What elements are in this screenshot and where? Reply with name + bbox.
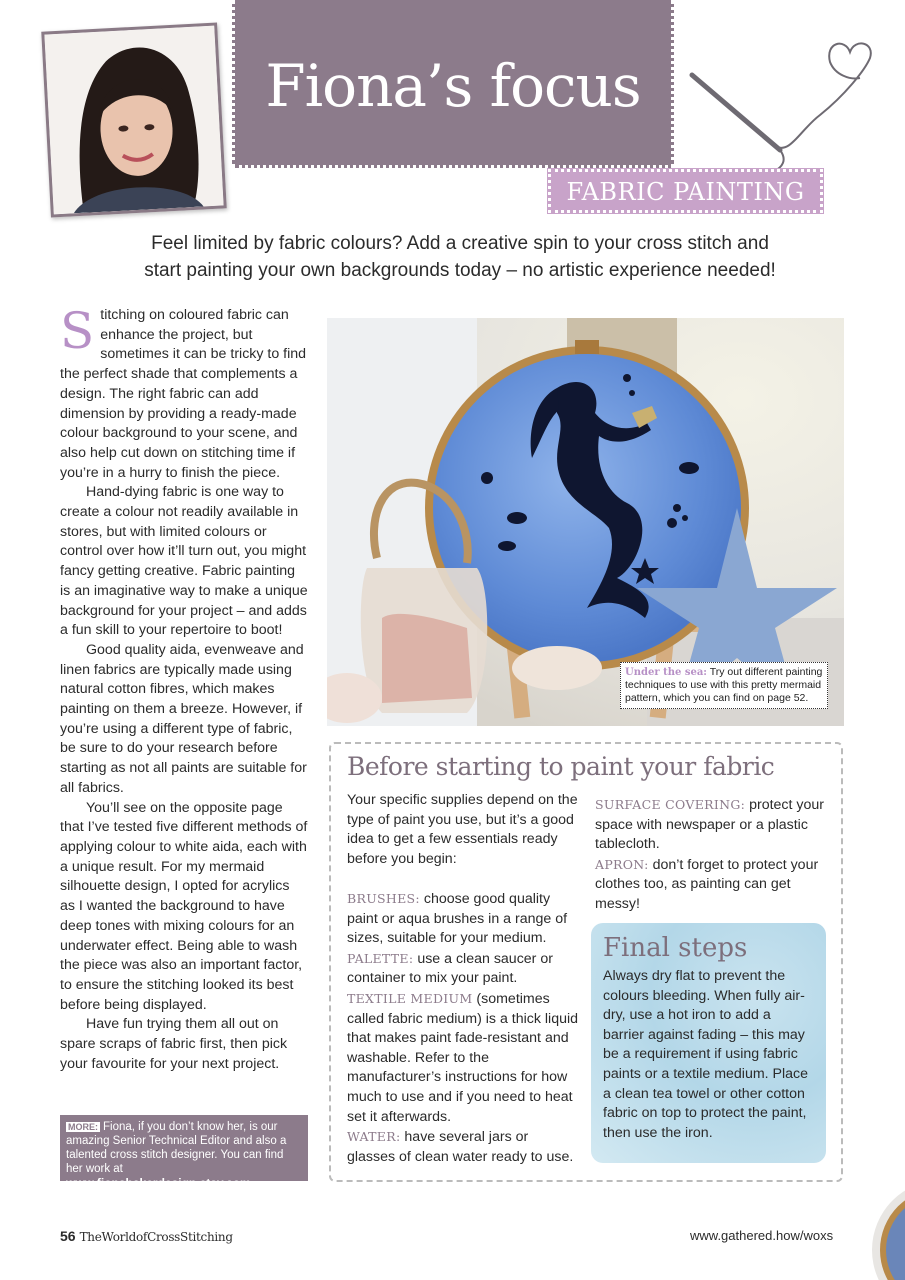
caption-text: Try out different painting techniques to use with this pretty mermaid pattern, which you can find on page 52. xyxy=(625,666,823,704)
more-text: Fiona, if you don’t know her, is our amazing Senior Technical Editor and also a talented cross stitch designer. You can find her work at xyxy=(66,1121,287,1175)
brushes-label: BRUSHES: xyxy=(347,890,420,906)
paragraph-4: You’ll see on the opposite page that I’ve tested five different methods of applying colour to white aida, each with a unique result. For my mermaid silhouette design, I opted for acrylics as I wanted the background to have deep tones with mixing colours for an underwater effect. Being able to wash the piece was also an important factor, to ensure the stitching looked its best before being displayed. xyxy=(60,799,308,1013)
paragraph-3: Good quality aida, evenweave and linen fabrics are typically made using natural cotton fibres, which makes painting on them a breeze. However, if you’re using a different type of fabric, be sure to do your research before starting as not all paints are suitable for all fabrics. xyxy=(60,641,307,796)
palette-item xyxy=(347,949,579,989)
water-label: WATER: xyxy=(347,1129,401,1145)
footer-url[interactable]: www.gathered.how/woxs xyxy=(690,1228,834,1243)
subtitle-tag xyxy=(548,169,823,213)
author-photo xyxy=(41,23,226,218)
apron-item xyxy=(595,855,827,915)
hoop-corner-decoration xyxy=(862,1080,905,1280)
paragraph-1-text: titching on coloured fabric can enhance the project, but sometimes it can be tricky to find the perfect shade that complements a design. The right fabric can add dimension by providing a ready-made colour background to your scene, and also help cut down on stitching time if you’re in a hurry to finish the piece. xyxy=(60,307,307,481)
standfirst-line2: start painting your own backgrounds today – no artistic experience needed! xyxy=(144,260,776,281)
apron-label: APRON: xyxy=(595,856,649,872)
textile-label: TEXTILE MEDIUM xyxy=(347,990,473,1006)
textile-item xyxy=(347,989,579,1127)
surface-text: protect your space with newspaper or a plastic tablecloth. xyxy=(595,797,824,853)
standfirst xyxy=(100,230,820,284)
paragraph-2: Hand-dying fabric is one way to create a colour not readily available in stores, but with limited colours or control over how it’ll turn out, you might fancy getting creative. Fabric painting is an imaginative way to make a unique background for your project – and adds a fun skill to your repertoire to boot! xyxy=(60,484,308,639)
apron-text: don’t forget to protect your clothes too, as painting can get messy! xyxy=(595,856,819,912)
supplies-column-2 xyxy=(595,795,827,915)
page-title: Fiona’s focus xyxy=(265,52,641,120)
supplies-column-1 xyxy=(347,791,579,1167)
supplies-title: Before starting to paint your fabric xyxy=(347,752,775,781)
subtitle-label: FABRIC PAINTING xyxy=(566,178,805,206)
supplies-intro: Your specific supplies depend on the type of paint you use, but it’s a good idea to get a few essentials ready before you begin: xyxy=(347,792,578,867)
brushes-item xyxy=(347,889,579,949)
surface-item xyxy=(595,795,827,855)
brushes-text: choose good quality paint or aqua brushes in a range of sizes, suitable for your medium. xyxy=(347,890,568,947)
more-link[interactable]: www.fionabakerdesign.etsy.com xyxy=(66,1176,251,1190)
title-banner xyxy=(232,0,674,168)
more-info-box xyxy=(60,1115,308,1190)
water-item xyxy=(347,1127,579,1167)
magazine-name: TheWorldofCrossStitching xyxy=(79,1230,233,1244)
photo-caption xyxy=(620,662,828,709)
surface-label: SURFACE COVERING: xyxy=(595,797,746,812)
water-text: have several jars or glasses of clean water ready to use. xyxy=(347,1129,574,1165)
textile-text: (sometimes called fabric medium) is a thick liquid that makes paint fade-resistant and washable. Refer to the manufacturer’s instructions for how much to use and if you need to heat set it afterwards. xyxy=(347,990,579,1125)
page-number: 56 xyxy=(60,1228,76,1244)
paragraph-1 xyxy=(60,302,308,483)
final-steps-title: Final steps xyxy=(603,933,748,963)
spacer xyxy=(347,869,579,889)
drop-cap: S xyxy=(60,302,95,360)
palette-text: use a clean saucer or container to mix your paint. xyxy=(347,950,553,987)
caption-label: Under the sea: xyxy=(625,667,707,678)
palette-label: PALETTE: xyxy=(347,950,414,966)
article-body xyxy=(60,302,308,1074)
standfirst-line1: Feel limited by fabric colours? Add a creative spin to your cross stitch and xyxy=(151,233,769,254)
more-tag: MORE: xyxy=(68,1122,98,1132)
paragraph-5: Have fun trying them all out on spare scraps of fabric first, then pick your favourite for your next project. xyxy=(60,1016,288,1072)
footer-left xyxy=(60,1228,233,1244)
final-steps-box xyxy=(591,923,826,1163)
final-steps-text: Always dry flat to prevent the colours bleeding. When fully air-dry, use a hot iron to add a barrier against fading – this may be a requirement if using fabric paints or a textile medium. Place a clean tea towel or other cotton fabric on top to protect the paint, then use the iron. xyxy=(603,968,809,1141)
